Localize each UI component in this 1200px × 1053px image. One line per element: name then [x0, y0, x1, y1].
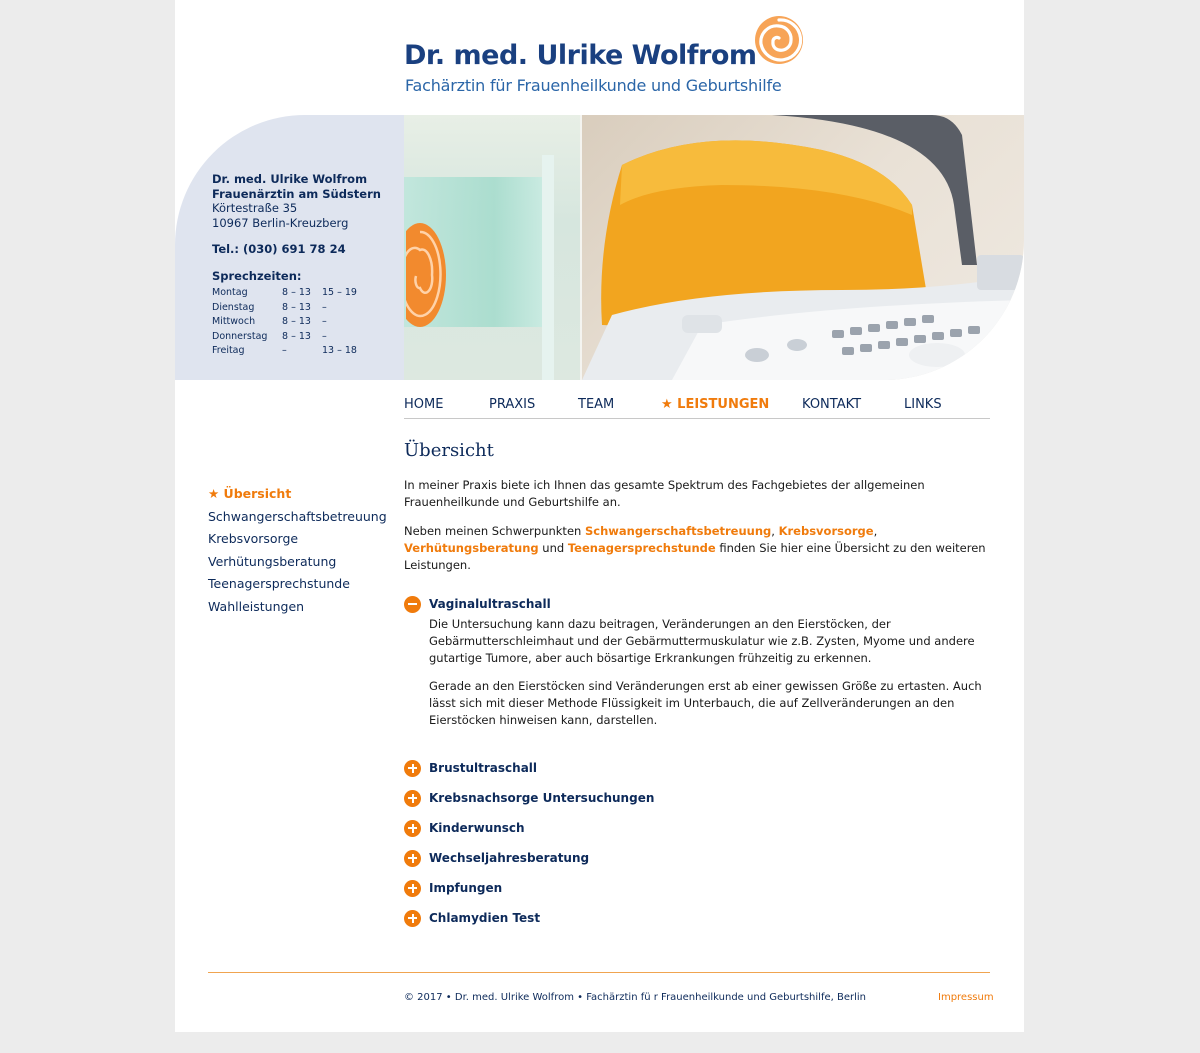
accordion-header[interactable] — [404, 848, 992, 868]
nav-praxis[interactable]: PRAXIS — [489, 397, 536, 412]
hours-day: Dienstag — [212, 301, 255, 313]
accordion-item — [404, 758, 992, 778]
accordion-title[interactable]: Kinderwunsch — [429, 821, 525, 835]
subnav-uebersicht[interactable]: ★ Übersicht — [208, 486, 292, 501]
accordion-item — [404, 878, 992, 898]
hours-am: – — [282, 345, 287, 356]
hours-row — [212, 286, 381, 301]
hours-title: Sprechzeiten: — [212, 268, 302, 283]
hero-banner — [175, 115, 1024, 380]
nav-leistungen[interactable]: ★ LEISTUNGEN — [661, 397, 770, 412]
focus-text: Neben meinen Schwerpunkten Schwangerschaftsbetreuung, Krebsvorsorge, Verhütungsberatung und Teenagersprechstunde finden Sie hier eine Übersicht zu den weiteren Leistungen. — [404, 524, 986, 572]
accordion-item — [404, 848, 992, 868]
hero-photo — [404, 115, 1024, 380]
accordion-title[interactable]: Impfungen — [429, 881, 503, 895]
expand-icon[interactable] — [404, 850, 421, 867]
contact-panel — [175, 115, 404, 380]
contact-street: Körtestraße 35 — [212, 201, 298, 215]
hours-row — [212, 344, 381, 359]
footer-divider — [208, 972, 990, 973]
accordion-header[interactable] — [404, 818, 992, 838]
hours-day: Mittwoch — [212, 316, 256, 327]
hours-day: Donnerstag — [212, 330, 268, 342]
hours-am: 8 – 13 — [282, 330, 311, 342]
hours-row — [212, 301, 381, 316]
subnav-teenagersprechstunde[interactable]: Teenagersprechstunde — [208, 576, 350, 591]
accordion-paragraph: Die Untersuchung kann dazu beitragen, Veränderungen an den Eierstöcken, der Gebärmutterschleimhaut und der Gebärmuttermuskulatur wie z.B. Zysten, Myome und andere gutartige Tumore, aber auch bösartige Erkrankungen frühzeitig zu erkennen. — [429, 617, 975, 665]
footer-copyright: © 2017 • Dr. med. Ulrike Wolfrom • Fachärztin fü r Frauenheilkunde und Geburtshilfe, Berlin — [404, 992, 866, 1003]
hours-pm: – — [322, 316, 327, 327]
contact-practice: Frauenärztin am Südstern — [212, 186, 381, 201]
hours-pm: – — [322, 330, 327, 342]
accordion-item — [404, 818, 992, 838]
wall-spiral-icon — [406, 220, 450, 330]
nav-kontakt[interactable]: KONTAKT — [802, 397, 862, 412]
spiral-logo-icon[interactable] — [753, 14, 805, 66]
subnav-wahlleistungen[interactable]: Wahlleistungen — [208, 598, 305, 614]
site-subtitle: Fachärztin für Frauenheilkunde und Geburtshilfe — [405, 76, 782, 95]
main-nav — [404, 397, 990, 419]
accordion-paragraph: Gerade an den Eierstöcken sind Veränderungen erst ab einer gewissen Größe zu ertasten. Auch lässt sich mit dieser Methode Flüssigkeit im Unterbauch, die auf Zellveränderungen an den Eierstöcken hinweisen kann, darstellen. — [429, 679, 982, 727]
hours-table — [212, 286, 381, 359]
accordion-title[interactable]: Wechseljahresberatung — [429, 851, 590, 865]
hours-am: 8 – 13 — [282, 301, 311, 313]
accordion-title[interactable]: Vaginalultraschall — [429, 597, 551, 611]
accordion-body — [429, 616, 992, 729]
accordion-item — [404, 788, 992, 808]
link-verhuetungsberatung[interactable]: Verhütungsberatung — [404, 541, 539, 555]
hours-day: Montag — [212, 287, 248, 298]
ultrasound-device-illustration — [582, 115, 1024, 380]
accordion-header[interactable] — [404, 908, 992, 928]
hours-pm: 15 – 19 — [322, 287, 357, 298]
contact-city: 10967 Berlin-Kreuzberg — [212, 215, 349, 230]
contact-phone[interactable]: Tel.: (030) 691 78 24 — [212, 242, 346, 256]
accordion-title[interactable]: Krebsnachsorge Untersuchungen — [429, 791, 655, 805]
accordion-title[interactable]: Chlamydien Test — [429, 911, 541, 925]
nav-team[interactable]: TEAM — [578, 397, 615, 412]
footer-impressum-link[interactable]: Impressum — [938, 992, 994, 1003]
accordion-header[interactable] — [404, 878, 992, 898]
nav-home[interactable]: HOME — [404, 397, 444, 412]
accordion-item — [404, 908, 992, 928]
main-content — [404, 442, 992, 586]
contact-name: Dr. med. Ulrike Wolfrom — [212, 172, 368, 186]
expand-icon[interactable] — [404, 760, 421, 777]
hours-am: 8 – 13 — [282, 287, 311, 298]
expand-icon[interactable] — [404, 880, 421, 897]
site-title[interactable]: Dr. med. Ulrike Wolfrom — [404, 40, 757, 71]
hours-pm: 13 – 18 — [322, 345, 357, 356]
expand-icon[interactable] — [404, 820, 421, 837]
hours-am: 8 – 13 — [282, 316, 311, 327]
subnav-verhuetungsberatung[interactable]: Verhütungsberatung — [208, 553, 337, 569]
link-krebsvorsorge[interactable]: Krebsvorsorge — [778, 524, 874, 538]
collapse-icon[interactable] — [404, 596, 421, 613]
page — [175, 0, 1024, 1032]
link-teenagersprechstunde[interactable]: Teenagersprechstunde — [567, 541, 716, 555]
subnav-schwangerschaftsbetreuung[interactable]: Schwangerschaftsbetreuung — [208, 508, 387, 524]
accordion-header[interactable] — [404, 758, 992, 778]
expand-icon[interactable] — [404, 790, 421, 807]
expand-icon[interactable] — [404, 910, 421, 927]
subnav-krebsvorsorge[interactable]: Krebsvorsorge — [208, 531, 299, 546]
hours-row — [212, 330, 381, 345]
hours-pm: – — [322, 301, 327, 313]
accordion-header[interactable] — [404, 788, 992, 808]
sub-nav — [208, 483, 387, 618]
photo-ultrasound — [582, 115, 1024, 380]
page-title: Übersicht — [404, 440, 494, 461]
nav-links[interactable]: LINKS — [904, 397, 942, 412]
hours-row — [212, 315, 381, 330]
hours-day: Freitag — [212, 345, 245, 356]
accordion-header[interactable] — [404, 594, 992, 614]
link-schwangerschaftsbetreuung[interactable]: Schwangerschaftsbetreuung — [584, 524, 772, 538]
accordion-title[interactable]: Brustultraschall — [429, 761, 538, 775]
intro-text: In meiner Praxis biete ich Ihnen das gesamte Spektrum des Fachgebietes der allgemeinen Frauenheilkunde und Geburtshilfe an. — [404, 478, 925, 509]
accordion-item — [404, 594, 992, 740]
photo-glass-wall — [404, 115, 582, 380]
